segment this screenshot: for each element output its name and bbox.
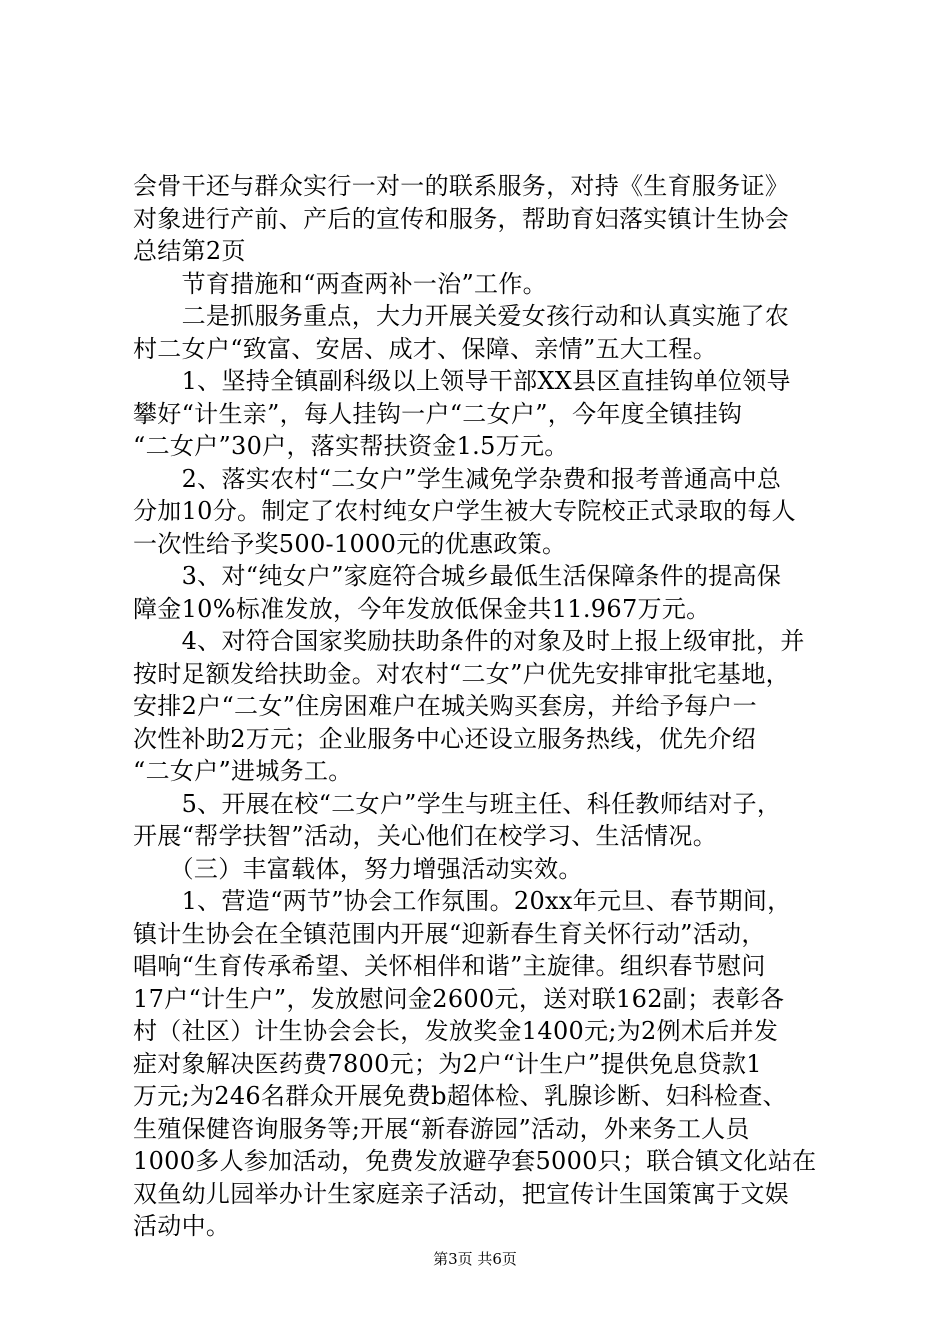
text-line: 5、开展在校“二女户”学生与班主任、科任教师结对子，: [133, 789, 782, 818]
text-line: 一次性给予奖500-1000元的优惠政策。: [133, 529, 567, 558]
text-line: 2、落实农村“二女户”学生减免学杂费和报考普通高中总: [133, 464, 782, 493]
text-line: 生殖保健咨询服务等;开展“新春游园”活动，外来务工人员: [133, 1114, 750, 1143]
text-line: 分加10分。制定了农村纯女户学生被大专院校正式录取的每人: [133, 497, 796, 525]
text-line: 节育措施和“两查两补一治”工作。: [133, 269, 547, 298]
text-line: 1、营造“两节”协会工作氛围。20xx年元旦、春节期间，: [133, 887, 792, 915]
text-line: 双鱼幼儿园举办计生家庭亲子活动，把宣传计生国策寓于文娱: [133, 1179, 790, 1208]
text-line: 次性补助2万元；企业服务中心还设立服务热线，优先介绍: [133, 724, 757, 753]
text-line: 1000多人参加活动，免费发放避孕套5000只；联合镇文化站在: [133, 1147, 817, 1175]
text-line: 活动中。: [133, 1212, 231, 1240]
text-line: 17户“计生户”，发放慰问金2600元，送对联162副；表彰各: [133, 984, 785, 1013]
text-line: 症对象解决医药费7800元；为2户“计生户”提供免息贷款1: [133, 1049, 762, 1078]
text-line: “二女户”进城务工。: [133, 757, 353, 785]
text-line: 安排2户“二女”住房困难户在城关购买套房，并给予每户一: [133, 692, 757, 720]
text-line: （三）丰富载体，努力增强活动实效。: [133, 854, 583, 883]
text-line: 万元;为246名群众开展免费b超体检、乳腺诊断、妇科检查、: [133, 1082, 787, 1110]
text-line: 镇计生协会在全镇范围内开展“迎新春生育关怀行动”活动，: [133, 919, 766, 948]
text-line: 开展“帮学扶智”活动，关心他们在校学习、生活情况。: [133, 822, 718, 850]
document-body: [133, 170, 833, 1243]
text-line: “二女户”30户，落实帮扶资金1.5万元。: [133, 432, 569, 460]
text-line: 会骨干还与群众实行一对一的联系服务，对持《生育服务证》: [133, 172, 790, 200]
text-line: 村（社区）计生协会会长，发放奖金1400元;为2例术后并发: [133, 1017, 779, 1045]
page-number-footer: 第3页 共6页: [433, 1250, 517, 1268]
text-line: 按时足额发给扶助金。对农村“二女”户优先安排审批宅基地，: [133, 659, 790, 688]
text-line: 对象进行产前、产后的宣传和服务，帮助育妇落实镇计生协会: [133, 204, 790, 233]
text-line: 障金10%标准发放，今年发放低保金共11.967万元。: [133, 594, 711, 623]
text-line: 1、坚持全镇副科级以上领导干部XX县区直挂钩单位领导: [133, 367, 791, 395]
text-line: 唱响“生育传承希望、关怀相伴和谐”主旋律。组织春节慰问: [133, 952, 766, 980]
text-line: 3、对“纯女户”家庭符合城乡最低生活保障条件的提高保: [133, 562, 782, 590]
text-line: 村二女户“致富、安居、成才、保障、亲情”五大工程。: [133, 334, 718, 363]
text-line: 二是抓服务重点，大力开展关爱女孩行动和认真实施了农: [133, 302, 790, 330]
text-line: 攀好“计生亲”，每人挂钩一户“二女户”，今年度全镇挂钩: [133, 399, 743, 428]
text-line: 4、对符合国家奖励扶助条件的对象及时上报上级审批，并: [133, 627, 805, 655]
text-line: 总结第2页: [133, 237, 246, 265]
